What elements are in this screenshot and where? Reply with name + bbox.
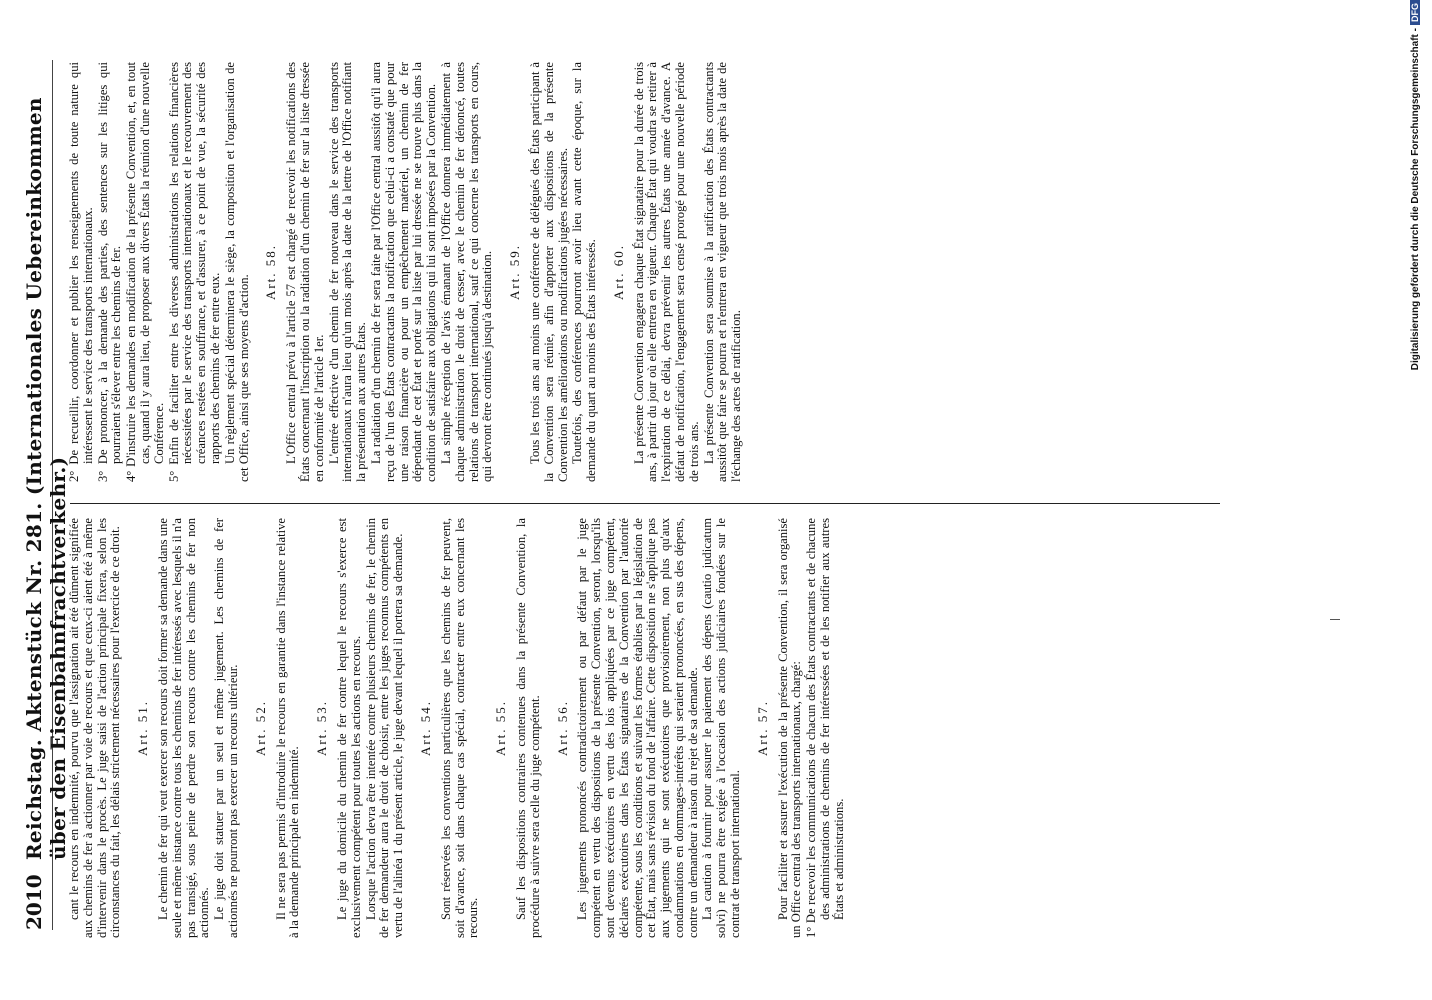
- left-column: [68, 518, 848, 938]
- digitization-footer: [1410, 0, 1421, 620]
- paragraph: Un règlement spécial déterminera le siège, la composition et l'organisation de cet Office, ainsi que ses moyens d'action.: [222, 62, 251, 482]
- paragraph: L'Office central prévu à l'article 57 est chargé de recevoir les notifications des États concernant l'inscription ou la radiation d'un chemin de fer sur la liste dressée en conformité de l'article 1er.: [284, 62, 326, 482]
- list-item: 3° De prononcer, à la demande des parties, des sentences sur les litiges qui pourraient s'élever entre les chemins de fer.: [95, 62, 124, 482]
- right-column: [68, 62, 745, 482]
- paragraph: La présente Convention engagera chaque État signataire pour la durée de trois ans, à partir du jour où elle entrera en vigueur. Chaque État qui voudra se retirer à l'expiration de ce délai, devra prévenir les autres États une année d'avance. A défaut de notification, l'engagement sera censé prorogé pour une nouvelle période de trois ans.: [631, 62, 701, 482]
- paragraph: Il ne sera pas permis d'introduire le recours en garantie dans l'instance relative à la demande principale en indemnité.: [273, 518, 302, 938]
- paragraph: Toutefois, des conférences pourront avoir lieu avant cette époque, sur la demande du quart au moins des États intéressés.: [570, 62, 599, 482]
- dfg-logo: DFG: [1410, 0, 1420, 25]
- list-item: 4° D'instruire les demandes en modification de la présente Convention, et, en tout cas, quand il y aura lieu, de proposer aux divers États la réunion d'une nouvelle Conférence.: [124, 62, 166, 482]
- paragraph: Sont réservées les conventions particulières que les chemins de fer peuvent, soit d'avance, soit dans chaque cas spécial, contracter entre eux concernant les recours.: [438, 518, 481, 938]
- article-heading: Art. 58.: [263, 243, 279, 301]
- paragraph: Lorsque l'action devra être intentée contre plusieurs chemins de fer, le chemin de fer demandeur aura le droit de choisir, entre les juges reconnus compétents en vertu de l'alinéa 1 du présent article, le juge devant lequel il portera sa demande.: [363, 518, 406, 938]
- paragraph: Le juge du domicile du chemin de fer contre lequel le recours s'exerce est exclusivement compétent pour toutes les actions en recours.: [334, 518, 363, 938]
- column-divider: [70, 503, 1220, 504]
- paragraph: Les jugements prononcés contradictoirement ou par défaut par le juge compétent en vertu des dispositions de la présente Convention, seront, lorsqu'ils sont devenus exécutoires en vertu des lois appliquées par ce juge compétent, déclarés exécutoires dans les États signataires de la Convention par l'autorité compétente, sous les conditions et suivant les formes établies par la législation de cet État, mais sans révision du fond de l'affaire. Cette disposition ne s'applique pas aux jugements qui ne sont exécutoires que provisoirement, non plus qu'aux condamnations en dommages-intérêts qui seraient prononcées, en sus des dépens, contre un demandeur à raison du rejet de sa demande.: [575, 518, 700, 938]
- article-heading: Art. 57.: [754, 699, 770, 757]
- paragraph: Le juge doit statuer par un seul et même jugement. Les chemins de fer actionnés ne pourront pas exercer un recours ultérieur.: [212, 518, 240, 938]
- article-heading: Art. 56.: [554, 699, 570, 757]
- paragraph: cant le recours en indemnité, pourvu que l'assignation ait été dûment signifiée aux chemins de fer à actionner par voie de recours et que ceux-ci aient été à même d'intervenir dans le procès. Le juge saisi de l'action principale fixera, selon les circonstances du fait, les délais strictement nécessaires pour l'exercice de ce droit.: [67, 518, 123, 938]
- margin-mark: [1330, 619, 1340, 620]
- article-heading: Art. 55.: [493, 699, 509, 757]
- footer-text: Digitalisierung gefördert durch die Deutsche Forschungsgemeinschaft -: [1410, 28, 1421, 371]
- page-title: Reichstag. Aktenstück Nr. 281. (Internationales Uebereinkommen über den Eisenbahnfrachtverkehr.): [22, 97, 70, 860]
- paragraph: La présente Convention sera soumise à la ratification des États contractants aussitôt que faire se pourra et n'entrera en vigueur que trois mois après la date de l'échange des actes de ratification.: [701, 62, 744, 482]
- article-heading: Art. 59.: [507, 243, 523, 301]
- article-heading: Art. 51.: [135, 699, 151, 757]
- paragraph: Le chemin de fer qui veut exercer son recours doit former sa demande dans une seule et même instance contre tous les chemins de fer intéressés avec lesquels il n'a pas transigé, sous peine de perdre son recours contre les chemins de fer non actionnés.: [155, 518, 212, 938]
- article-heading: Art. 52.: [252, 699, 268, 757]
- paragraph: Pour faciliter et assurer l'exécution de la présente Convention, il sera organisé un Office central des transports internationaux, chargé:: [775, 518, 804, 938]
- page-header: [12, 60, 70, 930]
- list-item: 2° De recueillir, coordonner et publier les renseignements de toute nature qui intéressent le service des transports internationaux.: [67, 62, 95, 482]
- paragraph: Sauf les dispositions contraires contenues dans la présente Convention, la procédure à suivre sera celle du juge compétent.: [513, 518, 542, 938]
- article-heading: Art. 54.: [417, 699, 433, 757]
- article-heading: Art. 60.: [610, 243, 626, 301]
- page-number: 2010: [22, 874, 46, 930]
- article-heading: Art. 53.: [314, 699, 330, 757]
- list-item: 1° De recevoir les communications de chacun des États contractants et de chacune des administrations de chemins de fer intéressées et de les notifier aux autres États et administrations.: [804, 518, 846, 938]
- paragraph: Tous les trois ans au moins une conférence de délégués des États participant à la Convention sera réunie, afin d'apporter aux dispositions de la présente Convention les améliorations ou modifications jugées nécessaires.: [527, 62, 570, 482]
- list-item: 5° Enfin de faciliter entre les diverses administrations les relations financières nécessitées par le service des transports internationaux et le recouvrement des créances restées en souffrance, et d'assurer, à ce point de vue, la sécurité des rapports des chemins de fer entre eux.: [166, 62, 222, 482]
- paragraph: L'entrée effective d'un chemin de fer nouveau dans le service des transports internationaux n'aura lieu qu'un mois après la date de la lettre de l'Office notifiant la présentation aux autres États.: [326, 62, 369, 482]
- paragraph: La caution à fournir pour assurer le paiement des dépens (cautio judicatum solvi) ne pourra être exigée à l'occasion des actions judiciaires fondées sur le contrat de transport international.: [700, 518, 743, 938]
- paragraph: La simple réception de l'avis émanant de l'Office donnera immédiatement à chaque administration le droit de cesser, avec le chemin de fer dénoncé, toutes relations de transport international, sauf ce qui concerne les transports en cours, qui devront être continués jusqu'à destination.: [438, 62, 495, 482]
- paragraph: La radiation d'un chemin de fer sera faite par l'Office central aussitôt qu'il aura reçu de l'un des États contractants la notification que celui-ci a constaté que pour une raison financière ou pour un empêchement matériel, un chemin de fer dépendant de cet État et porté sur la liste par lui dressée ne se trouve plus dans la condition de satisfaire aux obligations qui lui sont imposées par la Convention.: [368, 62, 439, 482]
